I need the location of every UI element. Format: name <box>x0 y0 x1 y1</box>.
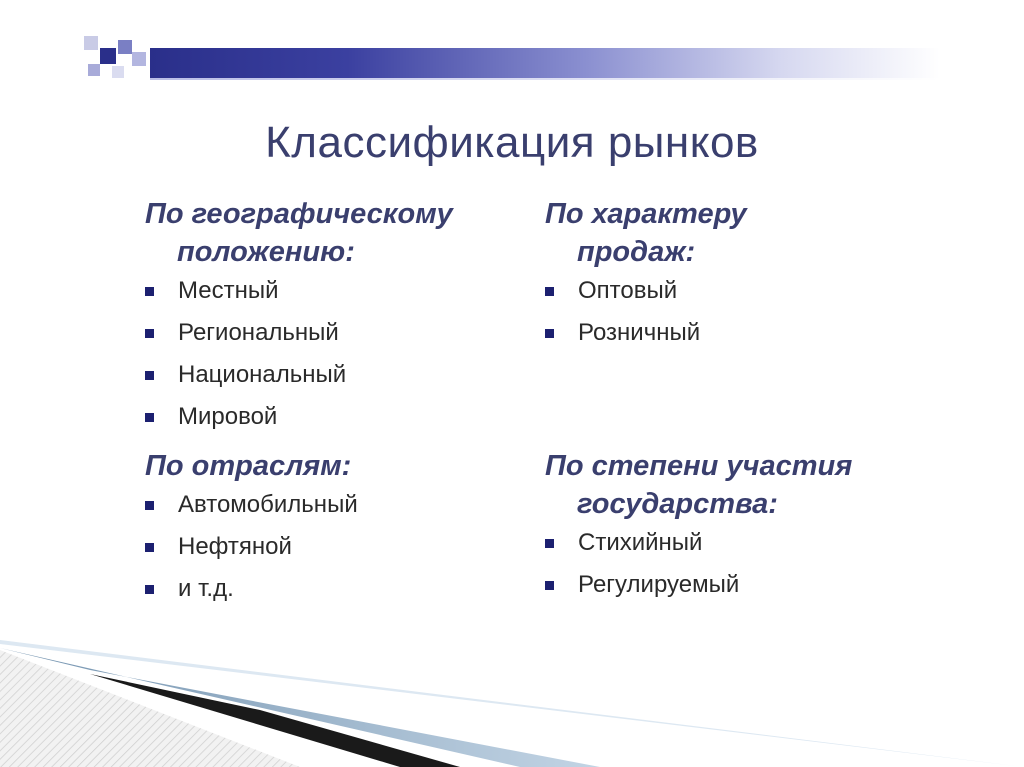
item-list <box>545 277 747 361</box>
section-heading <box>145 195 453 271</box>
bullet-icon <box>545 539 554 548</box>
item-list <box>145 277 453 445</box>
heading-line-1: По отраслям: <box>145 450 352 482</box>
item-list <box>545 529 852 613</box>
deco-square <box>84 36 98 50</box>
bottom-decoration <box>0 640 1024 767</box>
list-item: Нефтяной <box>145 533 358 575</box>
bullet-icon <box>145 371 154 380</box>
list-item: Национальный <box>145 361 453 403</box>
heading-line-1: По степени участия <box>545 450 853 482</box>
section-sales <box>545 195 747 361</box>
header-gradient-bar <box>150 48 940 78</box>
list-item: Оптовый <box>545 277 747 319</box>
bullet-icon <box>145 501 154 510</box>
list-item: Розничный <box>545 319 747 361</box>
section-heading <box>545 447 852 523</box>
section-state <box>545 447 852 613</box>
section-geography <box>145 195 453 445</box>
list-item: Автомобильный <box>145 491 358 533</box>
bullet-icon <box>545 287 554 296</box>
item-list <box>145 491 358 617</box>
bullet-icon <box>145 585 154 594</box>
hatch-area <box>0 650 300 767</box>
deco-square <box>112 66 124 78</box>
deco-square <box>132 52 146 66</box>
heading-line-1: По географическому <box>145 198 453 230</box>
heading-line-2: государства: <box>577 488 778 520</box>
bullet-icon <box>145 287 154 296</box>
heading-line-2: продаж: <box>577 236 696 268</box>
bullet-icon <box>545 581 554 590</box>
list-item: Стихийный <box>545 529 852 571</box>
section-industry <box>145 447 358 617</box>
list-item: Регулируемый <box>545 571 852 613</box>
bullet-icon <box>145 329 154 338</box>
bullet-icon <box>145 543 154 552</box>
bullet-icon <box>145 413 154 422</box>
header-underline <box>150 78 940 80</box>
section-heading <box>545 195 747 271</box>
deco-square <box>88 64 100 76</box>
list-item: Мировой <box>145 403 453 445</box>
deco-square <box>118 40 132 54</box>
list-item: и т.д. <box>145 575 358 617</box>
heading-line-2: положению: <box>177 236 355 268</box>
list-item: Региональный <box>145 319 453 361</box>
list-item: Местный <box>145 277 453 319</box>
bullet-icon <box>545 329 554 338</box>
section-heading <box>145 447 358 485</box>
heading-line-1: По характеру <box>545 198 747 230</box>
slide-title: Классификация рынков <box>265 118 759 167</box>
deco-square <box>100 48 116 64</box>
